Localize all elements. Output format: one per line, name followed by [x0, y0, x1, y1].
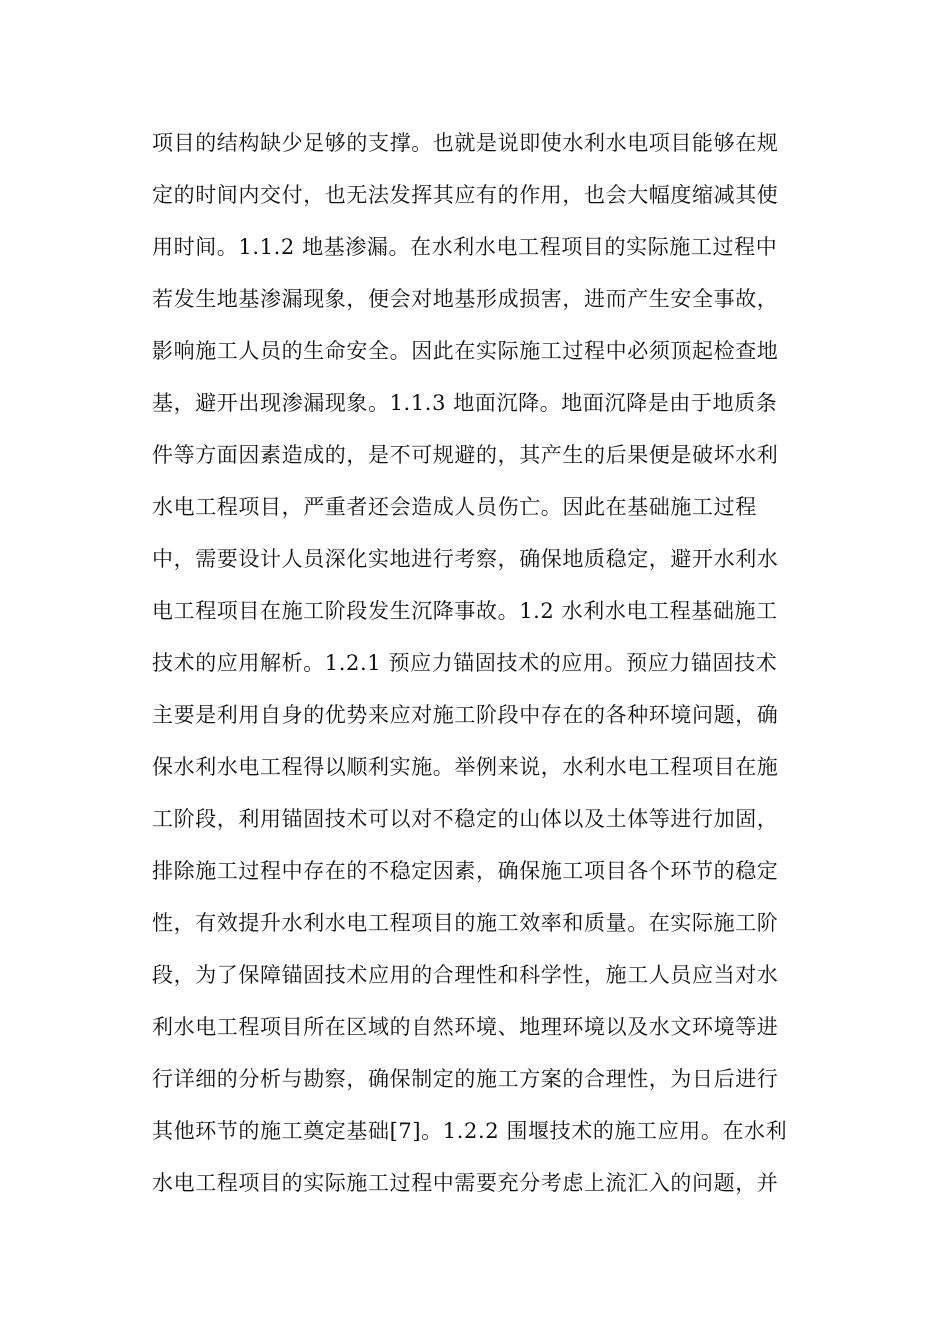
text-line: 电工程项目在施工阶段发生沉降事故。1.2 水利水电工程基础施工 [152, 599, 778, 623]
text-line: 用时间。1.1.2 地基渗漏。在水利水电工程项目的实际施工过程中 [152, 235, 778, 259]
text-line: 定的时间内交付，也无法发挥其应有的作用，也会大幅度缩减其使 [152, 183, 779, 207]
text-line: 项目的结构缺少足够的支撑。也就是说即使水利水电项目能够在规 [152, 131, 779, 155]
text-line: 主要是利用自身的优势来应对施工阶段中存在的各种环境问题，确 [152, 703, 779, 727]
text-line: 排除施工过程中存在的不稳定因素，确保施工项目各个环节的稳定 [152, 859, 779, 883]
text-line: 基，避开出现渗漏现象。1.1.3 地面沉降。地面沉降是由于地质条 [152, 391, 778, 415]
text-line: 件等方面因素造成的，是不可规避的，其产生的后果便是破坏水利 [152, 443, 779, 467]
text-line: 利水电工程项目所在区域的自然环境、地理环境以及水文环境等进 [152, 1015, 779, 1039]
text-line: 其他环节的施工奠定基础[7]。1.2.2 围堰技术的施工应用。在水利 [152, 1119, 788, 1143]
text-line: 行详细的分析与勘察，确保制定的施工方案的合理性，为日后进行 [152, 1067, 779, 1091]
text-line: 工阶段，利用锚固技术可以对不稳定的山体以及土体等进行加固， [152, 807, 779, 831]
text-line: 中，需要设计人员深化实地进行考察，确保地质稳定，避开水利水 [152, 547, 779, 571]
text-line: 影响施工人员的生命安全。因此在实际施工过程中必须顶起检查地 [152, 339, 779, 363]
text-line: 保水利水电工程得以顺利实施。举例来说，水利水电工程项目在施 [152, 755, 779, 779]
text-line: 性，有效提升水利水电工程项目的施工效率和质量。在实际施工阶 [152, 911, 779, 935]
text-line: 段，为了保障锚固技术应用的合理性和科学性，施工人员应当对水 [152, 963, 779, 987]
body-text [152, 117, 802, 1209]
text-line: 水电工程项目的实际施工过程中需要充分考虑上流汇入的问题，并 [152, 1171, 779, 1195]
text-line: 水电工程项目，严重者还会造成人员伤亡。因此在基础施工过程 [152, 495, 757, 519]
text-line: 技术的应用解析。1.2.1 预应力锚固技术的应用。预应力锚固技术 [152, 651, 778, 675]
text-line: 若发生地基渗漏现象，便会对地基形成损害，进而产生安全事故， [152, 287, 779, 311]
